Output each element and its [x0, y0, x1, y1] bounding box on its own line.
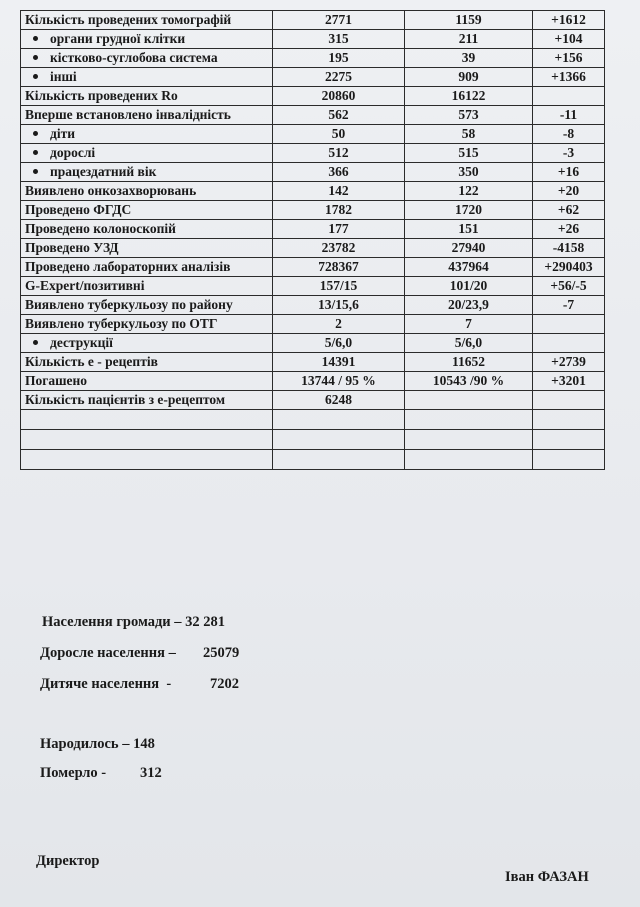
difference-cell: -11: [533, 106, 605, 125]
adult-population-label: Доросле населення –: [40, 645, 176, 661]
value-current-cell: 20860: [273, 87, 405, 106]
bullet-item: [33, 31, 268, 46]
row-label: Проведено ФГДС: [25, 202, 132, 217]
row-label: діти: [50, 126, 75, 141]
difference-cell: +156: [533, 49, 605, 68]
row-label-cell: [21, 353, 273, 372]
difference-cell: +290403: [533, 258, 605, 277]
row-label-cell: [21, 372, 273, 391]
value-previous-cell: 515: [405, 144, 533, 163]
child-population-value: 7202: [210, 676, 239, 692]
population-total: Населення громади – 32 281: [42, 614, 226, 630]
row-label-cell: [21, 182, 273, 201]
empty-cell: [533, 450, 605, 470]
table-row: [21, 315, 605, 334]
row-label-cell: [21, 201, 273, 220]
bullet-icon: [33, 36, 38, 41]
value-current-cell: 2: [273, 315, 405, 334]
row-label: Проведено УЗД: [25, 240, 119, 255]
empty-cell: [273, 450, 405, 470]
value-previous-cell: 16122: [405, 87, 533, 106]
table-row: [21, 296, 605, 315]
value-previous-cell: 27940: [405, 239, 533, 258]
table-row: [21, 106, 605, 125]
value-current-cell: 2275: [273, 68, 405, 87]
bullet-item: [33, 126, 268, 141]
value-current-cell: 562: [273, 106, 405, 125]
value-previous-cell: 1720: [405, 201, 533, 220]
difference-cell: -7: [533, 296, 605, 315]
deaths-value: 312: [140, 765, 162, 781]
difference-cell: +56/-5: [533, 277, 605, 296]
table-row: [21, 391, 605, 410]
row-label-cell: [21, 391, 273, 410]
row-label: інші: [50, 69, 77, 84]
row-label: Кількість проведених Ro: [25, 88, 178, 103]
difference-cell: +62: [533, 201, 605, 220]
statistics-table: [20, 10, 605, 470]
bullet-icon: [33, 340, 38, 345]
table-row: [21, 87, 605, 106]
value-current-cell: 1782: [273, 201, 405, 220]
row-label-cell: [21, 125, 273, 144]
row-label: G-Expert/позитивні: [25, 278, 145, 293]
row-label-cell: [21, 220, 273, 239]
value-previous-cell: 350: [405, 163, 533, 182]
bullet-item: [33, 145, 268, 160]
value-previous-cell: 211: [405, 30, 533, 49]
empty-cell: [405, 450, 533, 470]
table-row: [21, 277, 605, 296]
value-previous-cell: 909: [405, 68, 533, 87]
difference-cell: [533, 87, 605, 106]
row-label-cell: [21, 334, 273, 353]
value-current-cell: 14391: [273, 353, 405, 372]
value-current-cell: 195: [273, 49, 405, 68]
value-previous-cell: 10543 /90 %: [405, 372, 533, 391]
value-current-cell: 6248: [273, 391, 405, 410]
difference-cell: -8: [533, 125, 605, 144]
bullet-icon: [33, 131, 38, 136]
row-label-cell: [21, 277, 273, 296]
row-label-cell: [21, 258, 273, 277]
difference-cell: +1366: [533, 68, 605, 87]
adult-population-value: 25079: [203, 645, 240, 661]
row-label-cell: [21, 315, 273, 334]
difference-cell: [533, 334, 605, 353]
row-label-cell: [21, 49, 273, 68]
row-label-cell: [21, 163, 273, 182]
row-label: кістково-суглобова система: [50, 50, 218, 65]
empty-cell: [533, 430, 605, 450]
value-previous-cell: 1159: [405, 11, 533, 30]
table-row: [21, 334, 605, 353]
row-label-cell: [21, 144, 273, 163]
difference-cell: +2739: [533, 353, 605, 372]
row-label-cell: [21, 68, 273, 87]
value-previous-cell: 58: [405, 125, 533, 144]
value-current-cell: 50: [273, 125, 405, 144]
row-label: Кількість е - рецептів: [25, 354, 158, 369]
row-label: деструкції: [50, 335, 113, 350]
value-current-cell: 2771: [273, 11, 405, 30]
director-title: Директор: [36, 853, 100, 869]
empty-cell: [273, 410, 405, 430]
row-label: Кількість пацієнтів з е-рецептом: [25, 392, 226, 407]
bullet-icon: [33, 169, 38, 174]
value-previous-cell: 11652: [405, 353, 533, 372]
child-population-label: Дитяче населення -: [40, 676, 172, 692]
difference-cell: [533, 315, 605, 334]
empty-cell: [21, 410, 273, 430]
table-row: [21, 49, 605, 68]
value-previous-cell: 20/23,9: [405, 296, 533, 315]
difference-cell: +104: [533, 30, 605, 49]
deaths-label: Померло -: [40, 765, 107, 781]
table-row: [21, 11, 605, 30]
row-label: Виявлено туберкульозу по ОТГ: [25, 316, 218, 331]
value-previous-cell: 7: [405, 315, 533, 334]
value-current-cell: 13/15,6: [273, 296, 405, 315]
table-row: [21, 182, 605, 201]
difference-cell: +1612: [533, 11, 605, 30]
table-row: [21, 239, 605, 258]
value-current-cell: 13744 / 95 %: [273, 372, 405, 391]
difference-cell: +16: [533, 163, 605, 182]
difference-cell: -3: [533, 144, 605, 163]
row-label-cell: [21, 30, 273, 49]
value-previous-cell: 573: [405, 106, 533, 125]
row-label: Погашено: [25, 373, 88, 388]
table-row: [21, 163, 605, 182]
empty-cell: [273, 430, 405, 450]
value-current-cell: 728367: [273, 258, 405, 277]
value-current-cell: 142: [273, 182, 405, 201]
statistics-table-body: [21, 11, 605, 470]
value-previous-cell: [405, 391, 533, 410]
empty-table-row: [21, 450, 605, 470]
value-previous-cell: 101/20: [405, 277, 533, 296]
bullet-icon: [33, 55, 38, 60]
value-current-cell: 5/6,0: [273, 334, 405, 353]
table-row: [21, 353, 605, 372]
row-label: органи грудної клітки: [50, 31, 186, 46]
row-label: Вперше встановлено інвалідність: [25, 107, 231, 122]
difference-cell: +26: [533, 220, 605, 239]
table-row: [21, 220, 605, 239]
value-current-cell: 366: [273, 163, 405, 182]
value-current-cell: 512: [273, 144, 405, 163]
value-current-cell: 315: [273, 30, 405, 49]
empty-cell: [405, 410, 533, 430]
row-label-cell: [21, 239, 273, 258]
value-current-cell: 157/15: [273, 277, 405, 296]
empty-cell: [405, 430, 533, 450]
difference-cell: [533, 391, 605, 410]
empty-cell: [21, 450, 273, 470]
row-label-cell: [21, 296, 273, 315]
empty-table-row: [21, 430, 605, 450]
value-previous-cell: 122: [405, 182, 533, 201]
bullet-item: [33, 164, 268, 179]
row-label: Виявлено онкозахворювань: [25, 183, 197, 198]
row-label-cell: [21, 87, 273, 106]
row-label: Виявлено туберкульозу по району: [25, 297, 233, 312]
bullet-icon: [33, 74, 38, 79]
empty-cell: [21, 430, 273, 450]
value-current-cell: 177: [273, 220, 405, 239]
difference-cell: +20: [533, 182, 605, 201]
director-name: Іван ФАЗАН: [505, 869, 589, 885]
value-previous-cell: 151: [405, 220, 533, 239]
value-current-cell: 23782: [273, 239, 405, 258]
difference-cell: +3201: [533, 372, 605, 391]
table-row: [21, 30, 605, 49]
row-label-cell: [21, 106, 273, 125]
row-label: дорослі: [50, 145, 96, 160]
bullet-item: [33, 335, 268, 350]
row-label: Кількість проведених томографій: [25, 12, 232, 27]
value-previous-cell: 5/6,0: [405, 334, 533, 353]
table-row: [21, 372, 605, 391]
empty-table-row: [21, 410, 605, 430]
row-label: Проведено колоноскопій: [25, 221, 176, 236]
bullet-item: [33, 50, 268, 65]
empty-cell: [533, 410, 605, 430]
value-previous-cell: 39: [405, 49, 533, 68]
table-row: [21, 201, 605, 220]
births-count: Народилось – 148: [40, 736, 155, 752]
table-row: [21, 68, 605, 87]
table-row: [21, 125, 605, 144]
bullet-icon: [33, 150, 38, 155]
row-label-cell: [21, 11, 273, 30]
bullet-item: [33, 69, 268, 84]
row-label: працездатний вік: [50, 164, 157, 179]
difference-cell: -4158: [533, 239, 605, 258]
table-row: [21, 258, 605, 277]
table-row: [21, 144, 605, 163]
row-label: Проведено лабораторних аналізів: [25, 259, 231, 274]
value-previous-cell: 437964: [405, 258, 533, 277]
